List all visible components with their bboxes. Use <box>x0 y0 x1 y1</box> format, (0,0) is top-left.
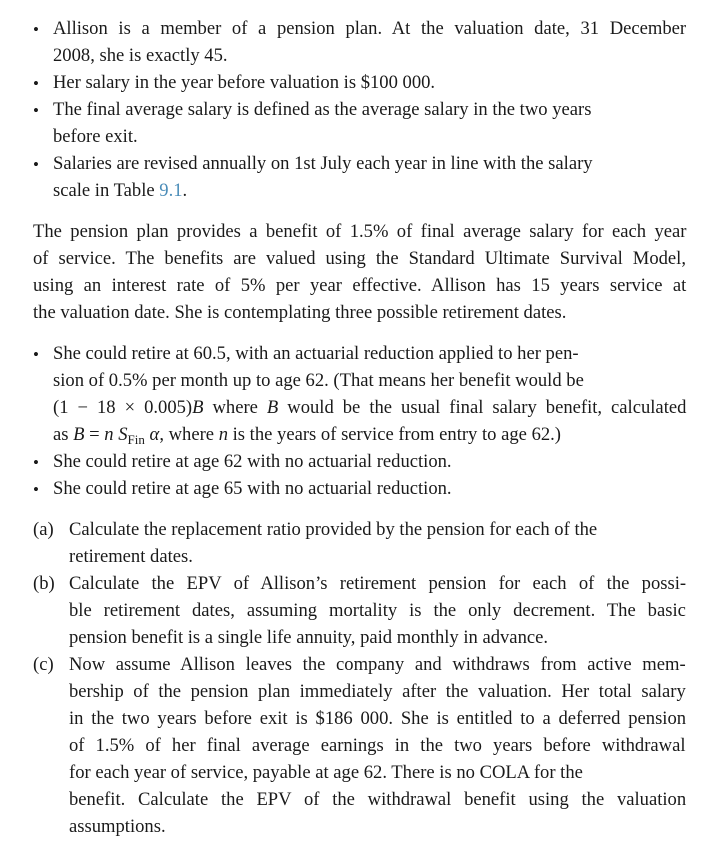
formula-line <box>53 394 686 421</box>
math-variable: n <box>104 424 114 445</box>
text-fragment: where <box>203 397 267 418</box>
question-line: ble retirement dates, assuming mortality is the only decrement. The basic <box>69 600 686 621</box>
math-variable: B <box>192 397 204 418</box>
text-line: sion of 0.5% per month up to age 62. (That means her benefit would be <box>53 370 584 391</box>
text-fragment: , where <box>159 424 219 445</box>
text-line: The final average salary is defined as the average salary in the two years <box>53 99 592 120</box>
question-line: Now assume Allison leaves the company and withdraws from active mem- <box>69 654 686 675</box>
text-fragment: scale in Table <box>53 180 160 201</box>
paragraph-line: of service. The benefits are valued using the Standard Ultimate Survival Model, <box>33 248 686 269</box>
question-label-b: (b) <box>33 573 55 594</box>
bullet-marker: • <box>33 480 39 499</box>
question-line: Calculate the EPV of Allison’s retirement pension for each of the possi- <box>69 573 687 594</box>
text-fragment: as <box>53 424 74 445</box>
bullet-marker: • <box>33 155 39 174</box>
math-operator: = <box>84 424 105 445</box>
math-variable: B <box>266 397 279 418</box>
math-variable: n <box>218 424 228 445</box>
text-fragment: is the years of service from entry to age 62.) <box>227 424 562 445</box>
question-line: of 1.5% of her final average earnings in the two years before withdrawal <box>69 735 686 756</box>
text-line: before exit. <box>53 126 138 147</box>
paragraph-line: The pension plan provides a benefit of 1.5% of final average salary for each year <box>33 221 687 242</box>
math-subscript: Fin <box>127 432 145 447</box>
formula-line <box>53 421 561 449</box>
bullet-marker: • <box>33 345 39 364</box>
question-line: retirement dates. <box>69 546 193 567</box>
text-line: Salaries are revised annually on 1st July each year in line with the salary <box>53 153 593 174</box>
question-line: benefit. Calculate the EPV of the withdrawal benefit using the valuation <box>69 789 687 810</box>
text-line: Allison is a member of a pension plan. At the valuation date, 31 December <box>53 18 687 39</box>
bullet-marker: • <box>33 74 39 93</box>
bullet-marker: • <box>33 101 39 120</box>
question-line: pension benefit is a single life annuity, paid monthly in advance. <box>69 627 549 648</box>
question-line: for each year of service, payable at age 62. There is no COLA for the <box>69 762 583 783</box>
text-line <box>53 177 187 204</box>
text-line: She could retire at 60.5, with an actuarial reduction applied to her pen- <box>53 343 579 364</box>
question-line: Calculate the replacement ratio provided by the pension for each of the <box>69 519 598 540</box>
question-label-c: (c) <box>33 654 54 675</box>
math-variable: S <box>113 424 128 445</box>
text-line: 2008, she is exactly 45. <box>53 45 228 66</box>
question-label-a: (a) <box>33 519 54 540</box>
math-variable: B <box>73 424 85 445</box>
question-line: assumptions. <box>69 816 166 837</box>
table-reference-link[interactable]: 9.1 <box>159 180 183 201</box>
paragraph-line: the valuation date. She is contemplating three possible retirement dates. <box>33 302 567 323</box>
bullet-marker: • <box>33 453 39 472</box>
paragraph-line: using an interest rate of 5% per year effective. Allison has 15 years service at <box>33 275 687 296</box>
text-fragment: (1 − 18 × 0.005) <box>53 397 193 418</box>
bullet-marker: • <box>33 20 39 39</box>
question-line: in the two years before exit is $186 000. She is entitled to a deferred pension <box>69 708 687 729</box>
text-fragment: would be the usual final salary benefit, calculated <box>278 397 687 418</box>
text-fragment: . <box>182 180 188 201</box>
math-variable: α <box>144 424 160 445</box>
text-line: She could retire at age 62 with no actuarial reduction. <box>53 451 452 472</box>
text-line: She could retire at age 65 with no actuarial reduction. <box>53 478 452 499</box>
question-line: bership of the pension plan immediately after the valuation. Her total salary <box>69 681 686 702</box>
text-line: Her salary in the year before valuation is $100 000. <box>53 72 436 93</box>
